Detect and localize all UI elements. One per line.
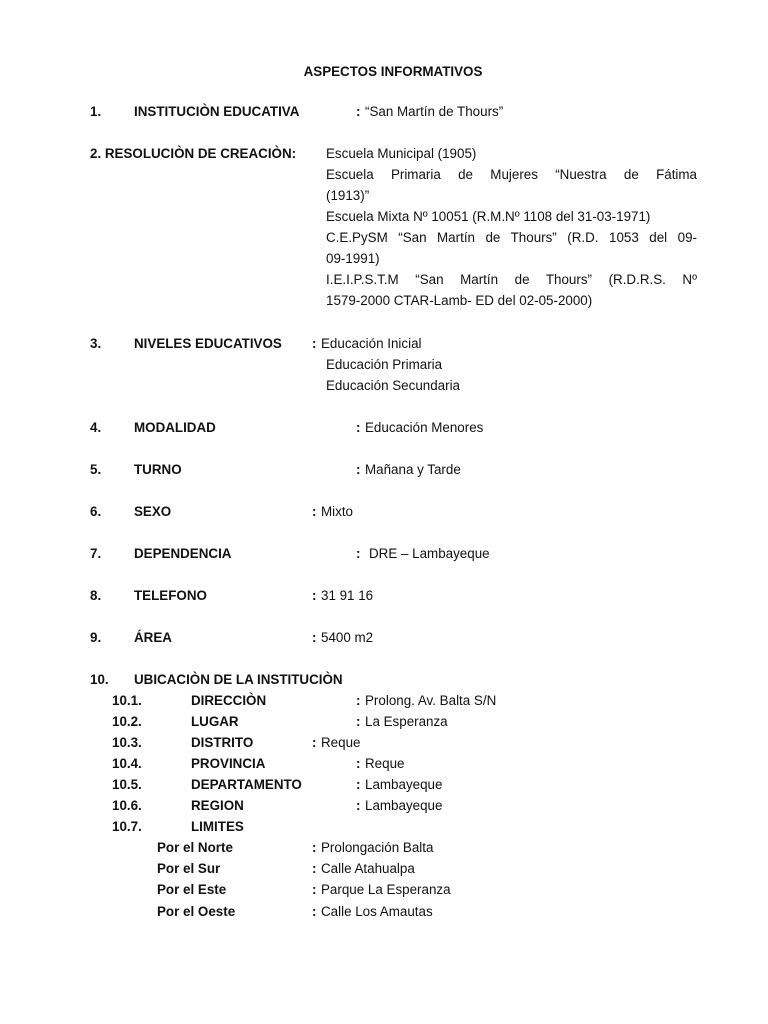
resolucion-line: (1913)” [326,188,370,203]
dependencia-label: DEPENDENCIA [134,546,232,561]
niveles-value: Educación Inicial [321,336,422,351]
sexo-label: SEXO [134,504,172,519]
ubicacion-heading: UBICACIÒN DE LA INSTITUCIÒN [134,672,343,687]
resolucion-line: 1579-2000 CTAR-Lamb- ED del 02-05-2000) [326,293,593,308]
region-value: Lambayeque [365,798,443,813]
limite-norte-label: Por el Norte [157,840,233,855]
departamento-label: DEPARTAMENTO [191,777,302,792]
provincia-colon: : [356,756,361,771]
lugar-value: La Esperanza [365,714,448,729]
lugar-colon: : [356,714,361,729]
institucion-value: “San Martín de Thours” [365,104,504,119]
sub-item-number: 10.3. [112,735,142,750]
sub-item-number: 10.4. [112,756,142,771]
limite-norte-value: Prolongación Balta [321,840,434,855]
telefono-label: TELEFONO [134,588,207,603]
modalidad-label: MODALIDAD [134,420,216,435]
direccion-label: DIRECCIÒN [191,693,267,708]
telefono-value: 31 91 16 [321,588,374,603]
section-4-number: 4. [90,420,102,435]
niveles-value: Educación Secundaria [326,378,460,393]
sub-item-number: 10.5. [112,777,142,792]
direccion-value: Prolong. Av. Balta S/N [365,693,497,708]
niveles-value: Educación Primaria [326,357,443,372]
limites-label: LIMITES [191,819,244,834]
limite-sur-value: Calle Atahualpa [321,861,415,876]
area-label: ÁREA [134,630,172,645]
niveles-label: NIVELES EDUCATIVOS [134,336,282,351]
telefono-colon: : [312,588,317,603]
section-8-number: 8. [90,588,102,603]
resolucion-line: Escuela Municipal (1905) [326,146,477,161]
region-colon: : [356,798,361,813]
section-9-number: 9. [90,630,102,645]
resolucion-line: I.E.I.P.S.T.M “San Martín de Thours” (R.D.R.S. Nº [326,272,697,287]
limite-oeste-value: Calle Los Amautas [321,904,433,919]
provincia-label: PROVINCIA [191,756,266,771]
institucion-label: INSTITUCIÒN EDUCATIVA [134,104,300,119]
resolucion-label: 2. RESOLUCIÒN DE CREACIÒN: [90,146,297,161]
distrito-colon: : [312,735,317,750]
limite-oeste-colon: : [312,904,317,919]
section-6-number: 6. [90,504,102,519]
modalidad-colon: : [356,420,361,435]
resolucion-line: 09-1991) [326,251,380,266]
limite-sur-label: Por el Sur [157,861,221,876]
resolucion-line: C.E.PySM “San Martín de Thours” (R.D. 1053 del 09- [326,230,697,245]
area-colon: : [312,630,317,645]
sexo-value: Mixto [321,504,353,519]
sub-item-number: 10.1. [112,693,142,708]
section-1-number: 1. [90,104,102,119]
region-label: REGION [191,798,244,813]
dependencia-value: DRE – Lambayeque [369,546,490,561]
limite-este-value: Parque La Esperanza [321,882,451,897]
turno-label: TURNO [134,462,182,477]
sub-item-number: 10.7. [112,819,142,834]
sexo-colon: : [312,504,317,519]
departamento-value: Lambayeque [365,777,443,792]
resolucion-line: Escuela Mixta Nº 10051 (R.M.Nº 1108 del 31-03-1971) [326,209,651,224]
area-value: 5400 m2 [321,630,374,645]
section-7-number: 7. [90,546,102,561]
resolucion-line: Escuela Primaria de Mujeres “Nuestra de Fátima [326,167,697,182]
departamento-colon: : [356,777,361,792]
dependencia-colon: : [356,546,361,561]
distrito-label: DISTRITO [191,735,254,750]
turno-value: Mañana y Tarde [365,462,461,477]
limite-oeste-label: Por el Oeste [157,904,236,919]
limite-este-colon: : [312,882,317,897]
niveles-colon: : [312,336,317,351]
sub-item-number: 10.2. [112,714,142,729]
turno-colon: : [356,462,361,477]
sub-item-number: 10.6. [112,798,142,813]
lugar-label: LUGAR [191,714,239,729]
limite-norte-colon: : [312,840,317,855]
section-3-number: 3. [90,336,102,351]
direccion-colon: : [356,693,361,708]
section-5-number: 5. [90,462,102,477]
page-title: ASPECTOS INFORMATIVOS [303,64,483,79]
provincia-value: Reque [365,756,405,771]
limite-este-label: Por el Este [157,882,227,897]
limite-sur-colon: : [312,861,317,876]
distrito-value: Reque [321,735,361,750]
institucion-colon: : [356,104,361,119]
section-10-number: 10. [90,672,109,687]
modalidad-value: Educación Menores [365,420,484,435]
